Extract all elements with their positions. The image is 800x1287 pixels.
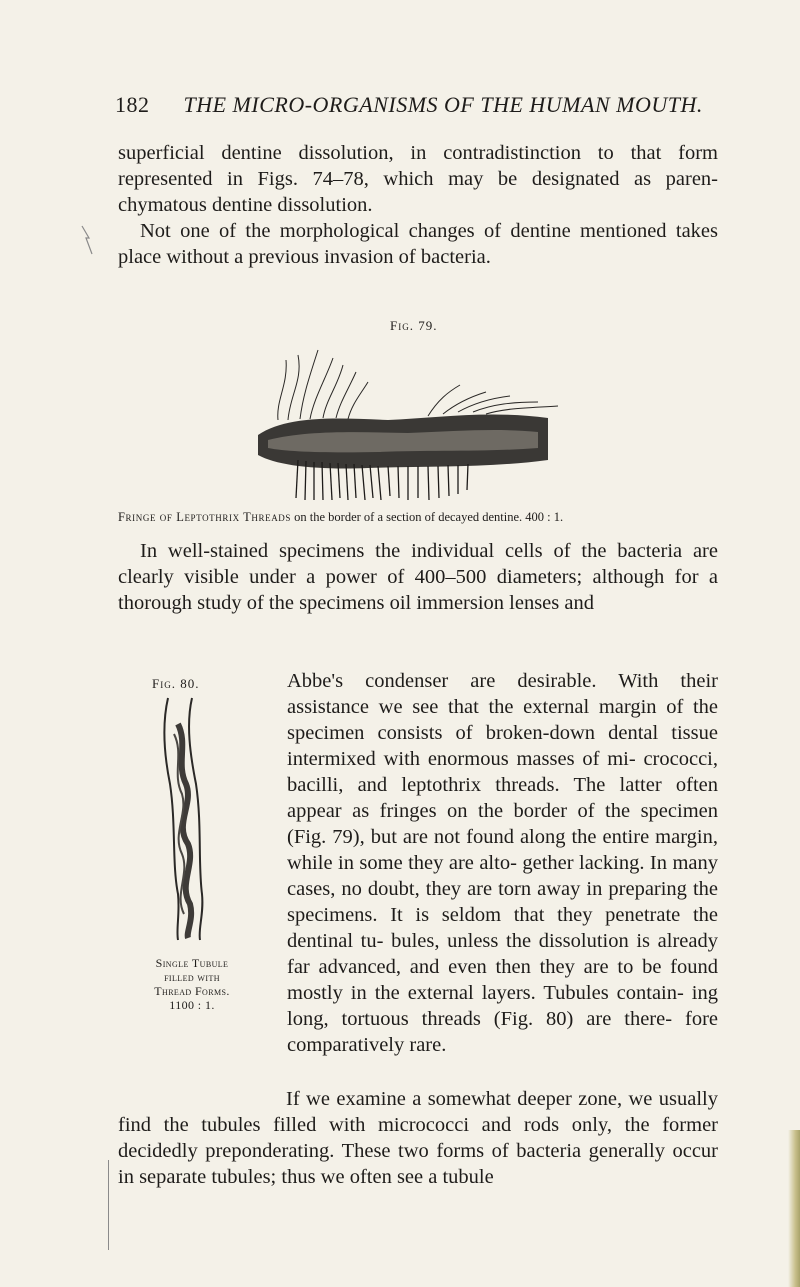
page-number: 182 bbox=[115, 92, 150, 117]
pencil-bracket-mark bbox=[108, 1160, 113, 1250]
caption-line: filled with bbox=[164, 970, 220, 984]
paragraph-morphological: Not one of the morphological changes of dentine mentioned takes place without a previous invasion of bacteria. bbox=[118, 220, 718, 268]
figure-80-illustration bbox=[158, 694, 206, 942]
paragraph-well-stained-start bbox=[118, 538, 718, 616]
figure-79-caption bbox=[118, 510, 718, 525]
caption-line: Single Tubule bbox=[155, 956, 229, 970]
figure-79-caption-title: Fringe of Leptothrix Threads bbox=[118, 510, 292, 524]
text-line: In well-stained specimens the individual cells of the bacteria are clearly visible under a power of 400–500 diameters; although for a thorough study of the specimens oil immersion lenses and bbox=[118, 540, 718, 614]
paragraph-deeper-zone bbox=[118, 1086, 718, 1190]
caption-line: 1100 : 1. bbox=[169, 998, 215, 1012]
running-title: THE MICRO-ORGANISMS OF THE HUMAN MOUTH. bbox=[183, 92, 703, 117]
running-header bbox=[115, 92, 715, 118]
figure-79-caption-text: on the border of a section of decayed dentine. 400 : 1. bbox=[294, 510, 564, 524]
figure-79-label: Fig. 79. bbox=[390, 318, 438, 333]
page-edge-stain bbox=[788, 1130, 800, 1287]
pencil-margin-mark bbox=[80, 224, 94, 264]
text-block: Abbe's condenser are desirable. With their assistance we see that the external margin of the specimen consists of broken-down dental tissue intermixed with enormous masses of mi- crococci, bacilli, and leptothrix threads. The latter often appear as fringes on the border of the specimen (Fig. 79), but are not found along the entire margin, while in some they are alto- gether lacking. In many cases, no doubt, they are torn away in preparing the specimens. It is seldom that they penetrate the dentinal tu- bules, unless the dissolution is already far advanced, and even then they are to be found mostly in the external layers. Tubules contain- ing long, tortuous threads (Fig. 80) are there- fore comparatively rare. bbox=[287, 670, 718, 1056]
figure-80-caption bbox=[112, 956, 272, 1012]
figure-79-illustration bbox=[248, 340, 562, 503]
figure-80-label: Fig. 80. bbox=[152, 676, 200, 691]
paragraph-well-stained-wrap bbox=[287, 668, 718, 1058]
text-block: If we examine a somewhat deeper zone, we usually find the tubules filled with micrococci and rods only, the former decidedly preponderating. These two forms of bacteria generally occur in separate tubules; thus we often see a tubule bbox=[118, 1088, 718, 1188]
caption-line: Thread Forms. bbox=[154, 984, 230, 998]
paragraph-continued: superficial dentine dissolution, in contradistinction to that form represented in Figs. 74–78, which may be designated as paren- chymatous dentine dissolution. bbox=[118, 142, 718, 216]
